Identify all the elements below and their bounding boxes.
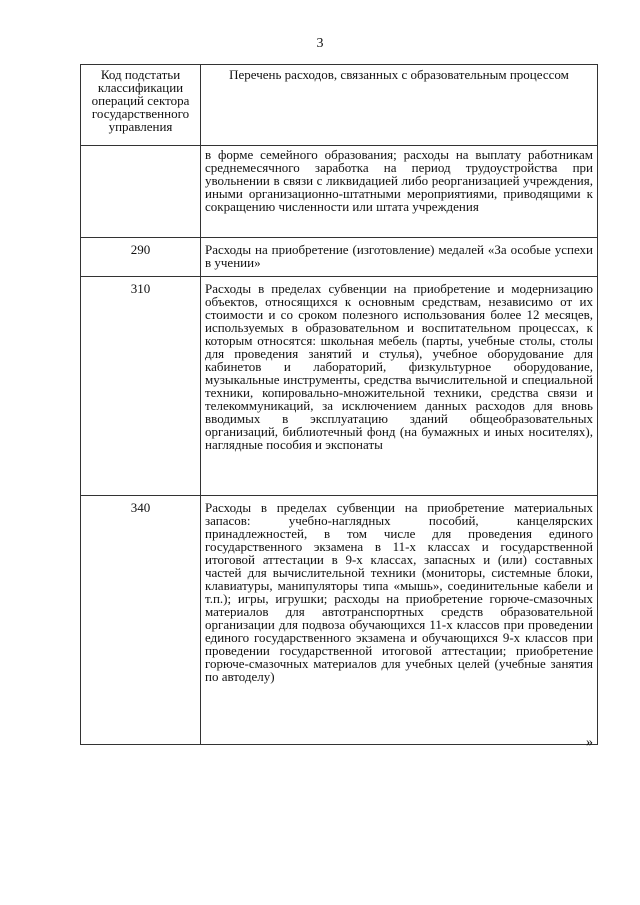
header-expenses-list: Перечень расходов, связанных с образовательным процессом: [201, 65, 598, 146]
table-row: [81, 238, 598, 277]
row-text: Расходы в пределах субвенции на приобретение материальных запасов: учебно-наглядных пособий, канцелярских принадлежностей, в том числе для проведения единого государственного экзамена в 11-х классах и государственной итоговой аттестации в 9-х классах, запасных и (или) составных частей для вычислительной техники (мониторы, системные блоки, клавиатуры, манипуляторы типа «мышь», соединительные кабели и т.п.); игры, игрушки; расходы на приобретение горюче-смазочных материалов для автотранспортных средств образовательной организации для подвоза обучающихся 11-х классов при проведении единого государственного экзамена и обучающихся 9-х классов при проведении государственной итоговой аттестации; приобретение горюче-смазочных материалов для учебных целей (учебные занятия по автоделу): [201, 496, 598, 745]
row-code: 290: [81, 238, 201, 277]
closing-quote-mark: »: [586, 735, 593, 750]
row-text: Расходы в пределах субвенции на приобретение и модернизацию объектов, относящихся к основным средствам, независимо от их стоимости и со сроком полезного использования более 12 месяцев, используемых в образовательном и воспитательном процессах, к которым относятся: школьная мебель (парты, учебные столы, столы для проведения занятий и стулья), учебное оборудование для кабинетов и лабораторий, физкультурное оборудование, музыкальные инструменты, средства вычислительной и специальной техники, копировально-множительной техники, средства связи и телекоммуникаций, за исключением данных расходов для вновь вводимых в эксплуатацию зданий общеобразовательных организаций, библиотечный фонд (на бумажных и иных носителях), наглядные пособия и экспонаты: [201, 277, 598, 496]
row-code: 310: [81, 277, 201, 496]
table-row: [81, 277, 598, 496]
row-text: в форме семейного образования; расходы на выплату работникам среднемесячного заработка на период трудоустройства при увольнении в связи с ликвидацией либо реорганизацией учреждения, иными организационно-штатными мероприятиями, приводящими к сокращению численности или штата учреждения: [201, 146, 598, 238]
table-header-row: [81, 65, 598, 146]
row-text: Расходы на приобретение (изготовление) медалей «За особые успехи в учении»: [201, 238, 598, 277]
header-code: Код подстатьи классификации операций сектора государственного управления: [81, 65, 201, 146]
table-row: [81, 146, 598, 238]
page-number: 3: [316, 36, 324, 51]
expenses-table: [80, 64, 598, 745]
table-row: [81, 496, 598, 745]
row-code: [81, 146, 201, 238]
row-code: 340: [81, 496, 201, 745]
